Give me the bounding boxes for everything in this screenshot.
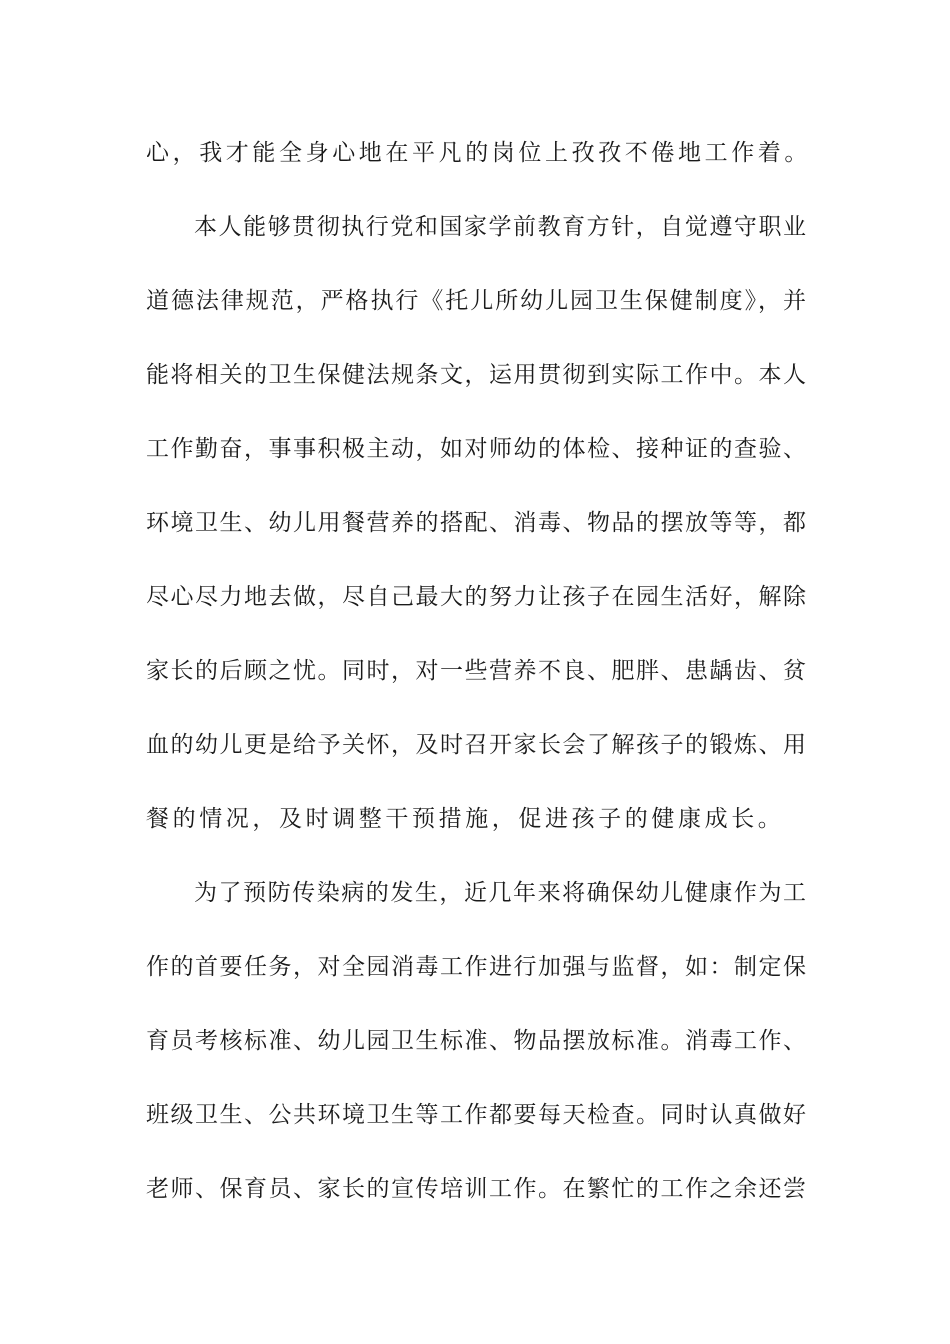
paragraph-line: 家长的后顾之忧。同时，对一些营养不良、肥胖、患龋齿、贫: [146, 658, 806, 684]
paragraph-line: 能将相关的卫生保健法规条文，运用贯彻到实际工作中。本人: [146, 362, 806, 388]
paragraph-line: 工作勤奋，事事积极主动，如对师幼的体检、接种证的查验、: [146, 436, 806, 462]
paragraph-line: 道德法律规范，严格执行《托儿所幼儿园卫生保健制度》，并: [146, 288, 806, 314]
paragraph-line: 本人能够贯彻执行党和国家学前教育方针，自觉遵守职业: [194, 214, 806, 240]
paragraph-line: 班级卫生、公共环境卫生等工作都要每天检查。同时认真做好: [146, 1102, 806, 1128]
paragraph-line: 作的首要任务，对全园消毒工作进行加强与监督，如：制定保: [146, 954, 806, 980]
paragraph-line: 老师、保育员、家长的宣传培训工作。在繁忙的工作之余还尝: [146, 1176, 806, 1202]
paragraph-line: 餐的情况，及时调整干预措施，促进孩子的健康成长。: [146, 806, 785, 832]
paragraph-line: 血的幼儿更是给予关怀，及时召开家长会了解孩子的锻炼、用: [146, 732, 806, 758]
paragraph-line: 尽心尽力地去做，尽自己最大的努力让孩子在园生活好，解除: [146, 584, 806, 610]
paragraph-line: 育员考核标准、幼儿园卫生标准、物品摆放标准。消毒工作、: [146, 1028, 806, 1054]
paragraph-line: 为了预防传染病的发生，近几年来将确保幼儿健康作为工: [194, 880, 806, 906]
paragraph-line: 环境卫生、幼儿用餐营养的搭配、消毒、物品的摆放等等，都: [146, 510, 806, 536]
paragraph-line: 心，我才能全身心地在平凡的岗位上孜孜不倦地工作着。: [146, 140, 811, 166]
